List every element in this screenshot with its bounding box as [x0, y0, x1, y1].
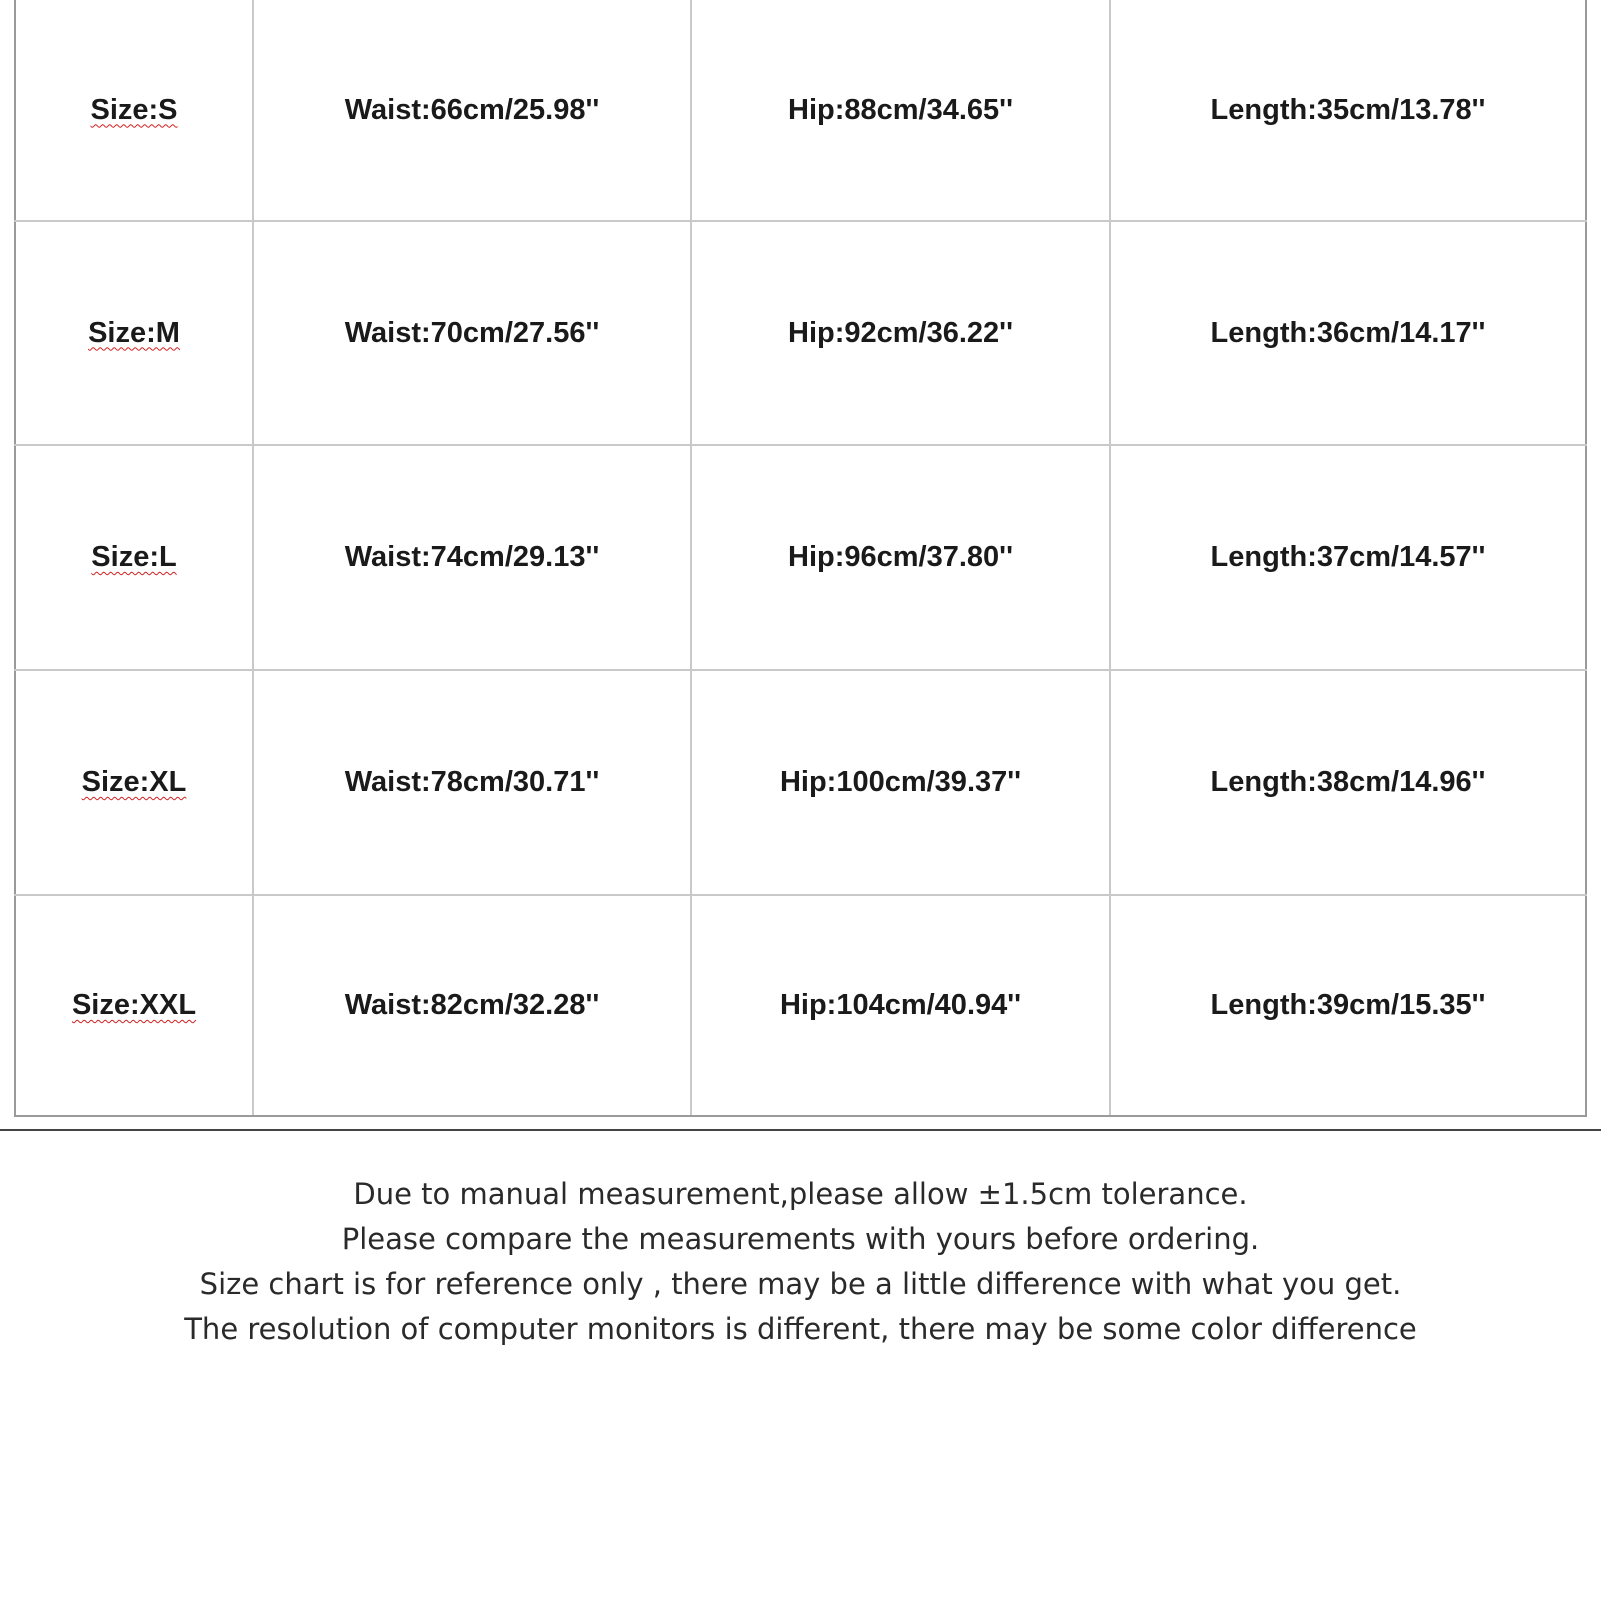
size-row-xl	[15, 670, 1586, 895]
waist-cell: Waist:74cm/29.13''	[253, 445, 691, 670]
hip-cell: Hip:104cm/40.94''	[691, 895, 1110, 1116]
note-line: Size chart is for reference only , there may be a little difference with what you get.	[199, 1267, 1402, 1301]
length-cell: Length:36cm/14.17''	[1110, 221, 1586, 445]
size-label: Size:L	[91, 541, 177, 573]
size-row-xxl	[15, 895, 1586, 1116]
note-line: Please compare the measurements with yours before ordering.	[341, 1222, 1260, 1256]
hip-cell: Hip:92cm/36.22''	[691, 221, 1110, 445]
hip-cell: Hip:96cm/37.80''	[691, 445, 1110, 670]
size-row-m	[15, 221, 1586, 445]
size-cell	[15, 221, 253, 445]
waist-cell: Waist:66cm/25.98''	[253, 0, 691, 221]
size-label: Size:XXL	[71, 989, 197, 1021]
section-divider	[0, 1129, 1601, 1131]
size-label: Size:M	[88, 316, 180, 349]
hip-cell: Hip:88cm/34.65''	[691, 0, 1110, 221]
waist-cell: Waist:82cm/32.28''	[253, 895, 691, 1116]
size-label: Size:XL	[81, 766, 187, 798]
length-cell: Length:38cm/14.96''	[1110, 670, 1586, 895]
waist-cell: Waist:78cm/30.71''	[253, 670, 691, 895]
size-cell	[15, 445, 253, 670]
note-line: The resolution of computer monitors is different, there may be some color difference	[184, 1312, 1417, 1346]
hip-cell: Hip:100cm/39.37''	[691, 670, 1110, 895]
size-row-s	[15, 0, 1586, 221]
size-chart-table	[14, 0, 1587, 1117]
size-row-l	[15, 445, 1586, 670]
size-cell	[15, 670, 253, 895]
measurement-notes	[0, 1172, 1601, 1352]
size-cell	[15, 895, 253, 1116]
size-cell	[15, 0, 253, 221]
size-label: Size:S	[90, 93, 178, 126]
waist-cell: Waist:70cm/27.56''	[253, 221, 691, 445]
length-cell: Length:39cm/15.35''	[1110, 895, 1586, 1116]
note-line: Due to manual measurement,please allow ±1.5cm tolerance.	[353, 1177, 1248, 1211]
length-cell: Length:35cm/13.78''	[1110, 0, 1586, 221]
length-cell: Length:37cm/14.57''	[1110, 445, 1586, 670]
